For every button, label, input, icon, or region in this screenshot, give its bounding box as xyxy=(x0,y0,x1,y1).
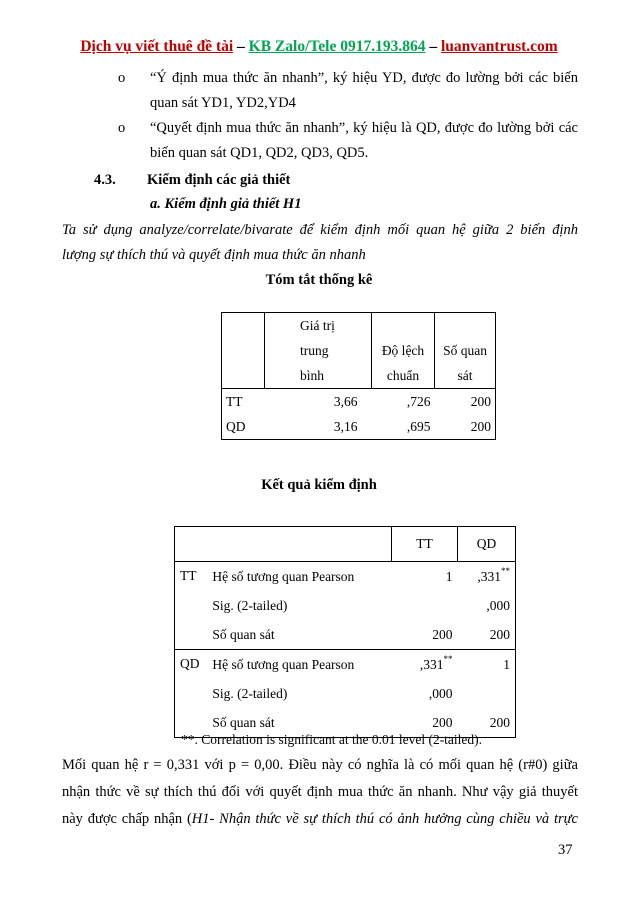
qd-value: 200 xyxy=(458,620,516,650)
header-separator: – xyxy=(425,38,441,55)
summary-stats-table xyxy=(221,312,496,440)
header-separator: – xyxy=(233,38,249,55)
std-header-cell xyxy=(372,313,435,389)
subsection-title: a. Kiểm định giả thiết H1 xyxy=(150,196,302,212)
group-label: QD xyxy=(175,650,208,738)
header-contact-link[interactable]: KB Zalo/Tele 0917.193.864 xyxy=(248,38,426,55)
bullet-text-line: biến quan sát QD1, QD2, QD3, QD5. xyxy=(150,145,369,161)
n-header-line: Số quan xyxy=(443,343,487,358)
value-text: 1 xyxy=(445,568,453,584)
table2-title: Kết quả kiểm định xyxy=(261,477,377,493)
group-label: TT xyxy=(175,562,208,650)
n-value: 200 xyxy=(435,414,496,440)
bullet-text-line: quan sát YD1, YD2,YD4 xyxy=(150,95,296,111)
stat-label: Số quan sát xyxy=(207,708,391,738)
std-value: ,695 xyxy=(372,414,435,440)
n-header-cell xyxy=(435,313,496,389)
table-row xyxy=(222,414,496,440)
tt-value xyxy=(392,562,458,592)
table-corner-cell xyxy=(222,313,265,389)
qd-value xyxy=(458,562,516,592)
tt-value: ,000 xyxy=(428,685,453,701)
tt-value xyxy=(392,591,458,620)
mean-header-line: trung xyxy=(300,343,329,358)
mean-header-line: bình xyxy=(300,368,325,383)
qd-value: 1 xyxy=(458,650,516,680)
value-text: ,331 xyxy=(477,568,501,584)
n-header-line: sát xyxy=(457,368,473,383)
n-value: 200 xyxy=(435,389,496,415)
table-header-row xyxy=(222,313,496,389)
page-number: 37 xyxy=(558,842,573,858)
stat-label: Hệ số tương quan Pearson xyxy=(212,568,355,584)
intro-line: lượng sự thích thú và quyết định mua thức ăn nhanh xyxy=(62,247,366,263)
correlation-table xyxy=(174,526,516,738)
section-number: 4.3. xyxy=(94,172,116,188)
table-header-row xyxy=(175,527,516,562)
intro-line: Ta sử dụng analyze/correlate/bivarate để kiểm định mối quan hệ giữa 2 biến định xyxy=(62,222,578,238)
table-row xyxy=(175,620,516,650)
page-header xyxy=(0,38,638,56)
tt-value: 200 xyxy=(392,620,458,650)
column-header: TT xyxy=(392,527,458,562)
section-title: Kiểm định các giả thiết xyxy=(147,172,291,188)
qd-value xyxy=(458,679,516,708)
significance-mark: ** xyxy=(501,565,510,576)
header-service-link[interactable]: Dịch vụ viết thuê đề tài xyxy=(80,38,234,55)
stat-label: Số quan sát xyxy=(207,620,391,650)
std-header-line: Độ lệch xyxy=(381,343,425,358)
conclusion-line: nhận thức về sự thích thú đối với quyết định mua thức ăn nhanh. Như vậy giả thuyết xyxy=(62,784,578,800)
bullet-text-line: “Ý định mua thức ăn nhanh”, ký hiệu YD, được đo lường bởi các biến xyxy=(150,70,578,86)
table-row xyxy=(175,679,516,708)
table-row xyxy=(222,389,496,415)
bullet-text-line: “Quyết định mua thức ăn nhanh”, ký hiệu là QD, được đo lường bởi các xyxy=(150,120,578,136)
table-corner-cell xyxy=(175,527,392,562)
significance-mark: ** xyxy=(443,653,453,664)
qd-value: ,000 xyxy=(458,591,516,620)
bullet-mark: o xyxy=(118,120,126,136)
table1-title: Tóm tắt thống kê xyxy=(265,272,373,288)
header-website-link[interactable]: luanvantrust.com xyxy=(440,38,558,55)
table-row xyxy=(175,650,516,680)
mean-header-line: Giá trị xyxy=(300,318,335,333)
bullet-mark: o xyxy=(118,70,126,86)
qd-value: 200 xyxy=(458,708,516,738)
row-label: TT xyxy=(222,389,265,415)
tt-value: 200 xyxy=(392,708,458,738)
tt-value xyxy=(392,650,458,680)
stat-label: Sig. (2-tailed) xyxy=(212,597,288,613)
mean-header-cell xyxy=(265,313,372,389)
stat-label: Sig. (2-tailed) xyxy=(212,685,288,701)
conclusion-line: Mối quan hệ r = 0,331 với p = 0,00. Điều này có nghĩa là có mối quan hệ (r#0) giữa xyxy=(62,757,578,773)
std-header-line: chuẩn xyxy=(386,368,420,383)
stat-label: Hệ số tương quan Pearson xyxy=(212,656,355,672)
column-header: QD xyxy=(458,527,516,562)
conclusion-italic-text: H1- Nhận thức về sự thích thú có ảnh hưởng cùng chiều và trực xyxy=(191,811,578,827)
std-value: ,726 xyxy=(406,393,431,409)
row-label: QD xyxy=(222,414,265,440)
mean-value: 3,66 xyxy=(333,393,358,409)
table-row xyxy=(175,591,516,620)
mean-value: 3,16 xyxy=(265,414,372,440)
value-text: ,331 xyxy=(419,656,444,672)
table-row xyxy=(175,562,516,592)
conclusion-text: này được chấp nhận ( xyxy=(62,811,192,827)
table-footnote: **. Correlation is significant at the 0.01 level (2-tailed). xyxy=(181,732,483,747)
conclusion-line xyxy=(62,811,578,828)
